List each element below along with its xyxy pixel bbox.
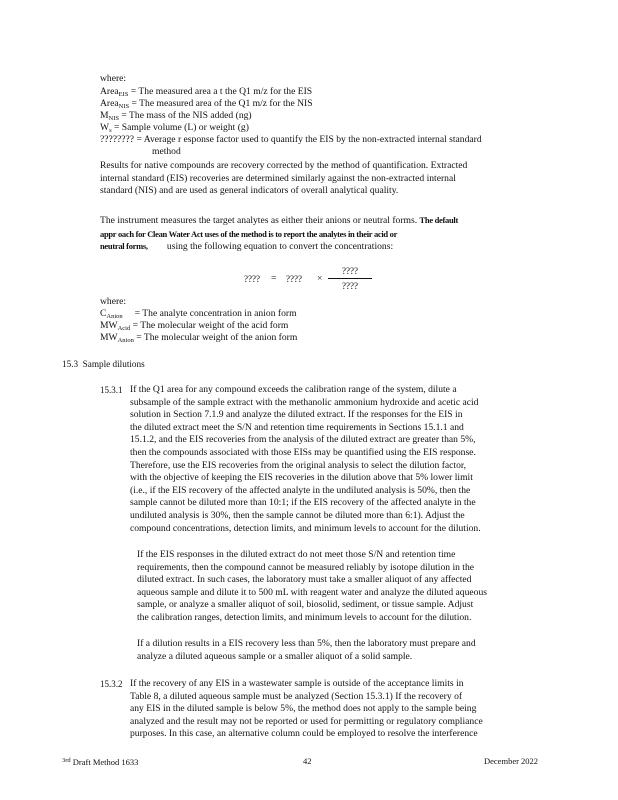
- definition-sample-weight: $W_s$ = Sample volume (L) or weight (g): [100, 122, 249, 134]
- subsection-1-paragraph-3: [137, 638, 476, 663]
- where-label-2: where:: [100, 296, 127, 307]
- text-line: the diluted extract meet the S/N and retention time requirements in Sections 15.1.1 and: [130, 421, 464, 433]
- text-line: analyze a diluted aqueous sample or a smaller aliquot of a solid sample.: [137, 650, 413, 662]
- text-line: The instrument measures the target analytes as either their anions or neutral forms. The default: [100, 215, 459, 226]
- text-line: sample cannot be diluted more than 10:1; if the EIS recovery of the affected analyte in the: [130, 497, 476, 509]
- text-line: sample, or analyze a smaller aliquot of soil, biosolid, sediment, or tissue sample. Adjust: [137, 599, 474, 611]
- fraction-bar: [328, 278, 372, 279]
- paragraph-instrument: [100, 214, 458, 254]
- footer-left: [62, 755, 138, 768]
- text-line: If the Q1 area for any compound exceeds the calibration range of the system, dilute a: [130, 384, 457, 395]
- text-line: requirements, then the compound cannot be measured reliably by isotope dilution in the: [137, 561, 475, 573]
- text-line: standard (NIS) and are used as general indicators of overall analytical quality.: [100, 185, 399, 197]
- text-line: If a dilution results in a EIS recovery less than 5%, then the laboratory must prepare and: [137, 638, 476, 649]
- subsection-number-2: 15.3.2: [100, 679, 123, 689]
- equation-equals: =: [271, 273, 277, 284]
- note-line: appr oach for Clean Water Act uses of the method is to report the analytes in their acid or: [100, 228, 398, 239]
- definition-area-nis: Area$_{NIS}$ = The measured area of the Q1 m/z for the NIS: [100, 98, 313, 110]
- definition-mw-acid: $MW_{Acid}$ = The molecular weight of the acid form: [100, 320, 289, 332]
- text-line: purposes. In this case, an alternative column could be employed to resolve the interference: [130, 728, 478, 740]
- text-line: internal standard (EIS) recoveries are determined similarly against the non-extracted internal: [100, 172, 456, 184]
- definition-c-anion: $C_{Anion}$ = The analyte concentration in anion form: [100, 308, 297, 320]
- text-line: subsample of the sample extract with the methanolic ammonium hydroxide and acetic acid: [130, 396, 479, 408]
- text-line: Results for native compounds are recovery corrected by the method of quantification. Extracted: [100, 160, 468, 171]
- text-line: any EIS in the diluted sample is below 5%, the method does not apply to the sample being: [130, 703, 477, 715]
- equation-lhs: ????: [244, 274, 260, 284]
- page-number: 42: [303, 756, 312, 766]
- definition-response-factor-cont: method: [152, 146, 181, 157]
- footer-draft-number: 3rd: [62, 757, 71, 764]
- definition-area-eis: Area$_{EIS}$ = The measured area a t the Q1 m/z for the EIS: [100, 86, 313, 98]
- text-line: aqueous sample and dilute it to 500 mL with reagent water and analyze the diluted aqueous: [137, 586, 487, 598]
- text-line: then the compounds associated with those EISs may be quantified using the EIS response.: [130, 446, 476, 458]
- text-line: solution in Section 7.1.9 and analyze the diluted extract. If the responses for the EIS in: [130, 409, 463, 421]
- subsection-1-paragraph-2: [137, 549, 487, 625]
- text-line: 15.1.2, and the EIS recoveries from the analysis of the diluted extract are greater than 5%,: [130, 434, 476, 446]
- equation-times: ×: [317, 273, 323, 284]
- where-label-1: where:: [100, 73, 127, 84]
- text-line: Table 8, a diluted aqueous sample must be analyzed (Section 15.3.1) If the recovery of: [130, 690, 463, 702]
- text-line: neutral forms, using the following equation to convert the concentrations:: [100, 241, 394, 253]
- text-line: diluted extract. In such cases, the laboratory must take a smaller aliquot of any affected: [137, 574, 472, 586]
- text-line: the calibration ranges, detection limits, and minimum levels to account for the dilution.: [137, 611, 472, 623]
- subsection-2-paragraph: [130, 678, 483, 741]
- section-number: 15.3: [62, 359, 79, 369]
- text-line: If the recovery of any EIS in a wastewater sample is outside of the acceptance limits in: [130, 678, 464, 689]
- subsection-number-1: 15.3.1: [100, 385, 123, 395]
- section-heading: [62, 358, 145, 370]
- definition-response-factor: ???????? = Average r esponse factor used to quantify the EIS by the non-extracted internal standard: [100, 134, 482, 145]
- equation-rhs: ????: [286, 274, 302, 284]
- paragraph-results: [100, 160, 467, 198]
- text-line: Therefore, use the EIS recoveries from the original analysis to select the dilution factor,: [130, 459, 467, 471]
- definition-mass-nis: $M_{NIS}$ = The mass of the NIS added (ng): [100, 110, 252, 122]
- text-line: with the objective of keeping the EIS recoveries in the dilution above that 5% lower limit: [130, 472, 473, 484]
- section-title: Sample dilutions: [82, 359, 145, 369]
- text-line: undiluted analysis is 30%, then the sample cannot be diluted more than 6:1). Adjust the: [130, 509, 465, 521]
- subsection-1-paragraph-1: [130, 384, 481, 535]
- footer-date: December 2022: [484, 756, 539, 766]
- definition-mw-anion: $MW_{Anion}$ = The molecular weight of the anion form: [100, 332, 298, 344]
- text-line: If the EIS responses in the diluted extract do not meet those S/N and retention time: [137, 549, 456, 560]
- footer-method: Draft Method 1633: [72, 757, 139, 767]
- equation-numerator: ????: [342, 266, 358, 276]
- equation-denominator: ????: [342, 281, 358, 291]
- text-line: compound concentrations, detection limits, and minimum levels to account for the dilution.: [130, 522, 481, 534]
- text-line: analyzed and the result may not be reported or used for permitting or regulatory compliance: [130, 715, 483, 727]
- text-line: (i.e., if the EIS recovery of the affected analyte in the undiluted analysis is 50%, then the: [130, 484, 471, 496]
